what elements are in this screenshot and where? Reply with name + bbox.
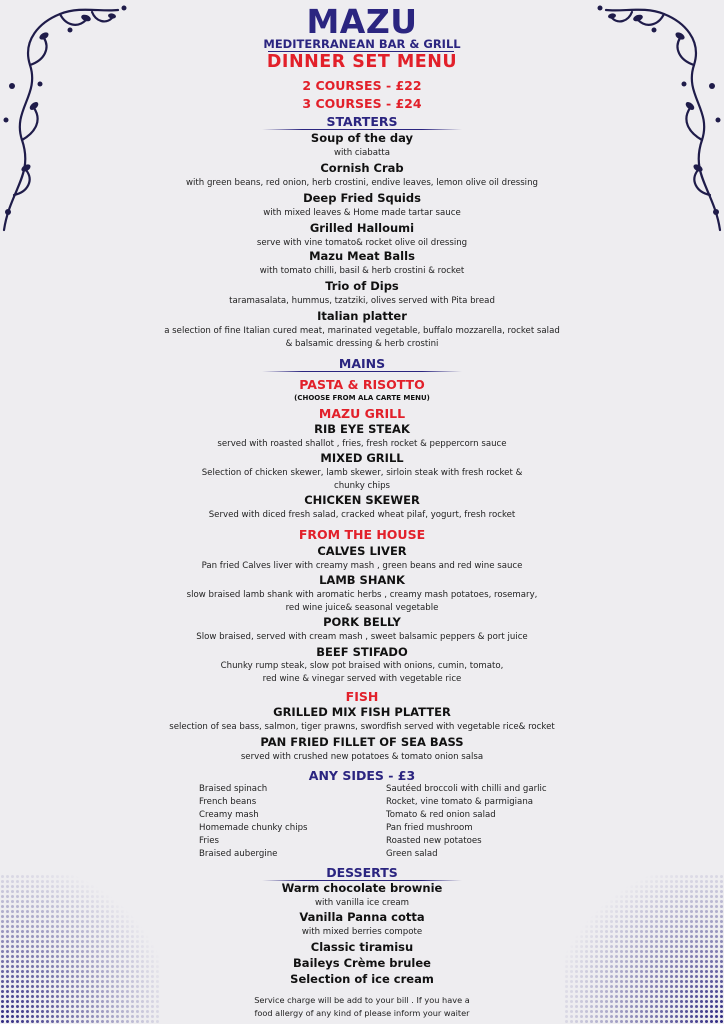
starter-desc: with ciabatta <box>333 148 391 158</box>
starter-name: Trio of Dips <box>325 279 399 293</box>
main-desc: slow braised lamb shank with aromatic herbs , creamy mash potatoes, rosemary, <box>186 590 538 600</box>
main-name: CHICKEN SKEWER <box>304 493 420 507</box>
main-desc: red wine juice& seasonal vegetable <box>285 603 439 613</box>
dessert-name: Baileys Crème brulee <box>293 956 431 970</box>
dessert-name: Classic tiramisu <box>310 940 414 954</box>
main-desc: Selection of chicken skewer, lamb skewer, sirloin steak with fresh rocket & <box>201 468 523 478</box>
section-heading-starters: STARTERS <box>326 114 398 129</box>
starter-name: Italian platter <box>317 309 407 323</box>
main-name: LAMB SHANK <box>319 573 405 587</box>
section-heading-sides: ANY SIDES - £3 <box>308 768 416 783</box>
side-item: Fries <box>199 836 220 846</box>
dessert-name: Warm chocolate brownie <box>281 881 443 895</box>
main-name: CALVES LIVER <box>317 544 407 558</box>
main-desc: Served with diced fresh salad, cracked wheat pilaf, yogurt, fresh rocket <box>208 510 516 520</box>
footer-note: food allergy of any kind of please inform your waiter <box>254 1008 470 1018</box>
side-item: Green salad <box>386 849 438 859</box>
subheading-fish: FISH <box>345 689 379 704</box>
main-desc: red wine & vinegar served with vegetable rice <box>262 674 462 684</box>
starter-desc: & balsamic dressing & herb crostini <box>285 339 439 349</box>
starter-name: Grilled Halloumi <box>309 221 415 235</box>
price-two-courses: 2 COURSES - £22 <box>302 78 422 93</box>
starter-desc: serve with vine tomato& rocket olive oil dressing <box>256 238 468 248</box>
starter-desc: with green beans, red onion, herb crostini, endive leaves, lemon olive oil dressing <box>186 178 538 188</box>
starter-desc: with mixed leaves & Home made tartar sauce <box>263 208 461 218</box>
side-item: Rocket, vine tomato & parmigiana <box>386 797 534 807</box>
section-divider <box>262 129 462 130</box>
starter-name: Deep Fried Squids <box>303 191 421 205</box>
side-item: French beans <box>199 797 257 807</box>
subheading-mazu-grill: MAZU GRILL <box>318 406 406 421</box>
side-item: Pan fried mushroom <box>386 823 473 833</box>
dessert-name: Selection of ice cream <box>290 972 434 986</box>
main-desc: selection of sea bass, salmon, tiger prawns, swordfish served with vegetable rice& rocket <box>169 722 555 732</box>
dessert-name: Vanilla Panna cotta <box>299 910 425 924</box>
subheading-pasta-risotto: PASTA & RISOTTO <box>299 377 425 392</box>
main-desc: served with roasted shallot , fries, fresh rocket & peppercorn sauce <box>217 439 507 449</box>
side-item: Roasted new potatoes <box>386 836 482 846</box>
section-heading-mains: MAINS <box>338 356 386 371</box>
main-name: GRILLED MIX FISH PLATTER <box>273 705 451 719</box>
side-item: Homemade chunky chips <box>199 823 308 833</box>
footer-note: Service charge will be add to your bill . If you have a <box>254 995 470 1005</box>
main-name: PAN FRIED FILLET OF SEA BASS <box>260 735 464 749</box>
main-desc: Slow braised, served with cream mash , sweet balsamic peppers & port juice <box>196 632 528 642</box>
main-name: BEEF STIFADO <box>316 645 408 659</box>
side-item: Creamy mash <box>199 810 259 820</box>
section-heading-desserts: DESSERTS <box>326 865 398 880</box>
side-item: Tomato & red onion salad <box>386 810 496 820</box>
main-desc: Chunky rump steak, slow pot braised with onions, cumin, tomato, <box>220 661 504 671</box>
main-desc: served with crushed new potatoes & tomato onion salsa <box>240 752 484 762</box>
main-desc: Pan fried Calves liver with creamy mash , green beans and red wine sauce <box>201 561 523 571</box>
main-desc: chunky chips <box>333 481 391 491</box>
price-three-courses: 3 COURSES - £24 <box>302 96 422 111</box>
restaurant-logo: MAZU <box>306 2 418 41</box>
dessert-desc: with vanilla ice cream <box>314 898 410 908</box>
starter-desc: with tomato chilli, basil & herb crostini & rocket <box>259 266 465 276</box>
main-name: RIB EYE STEAK <box>314 422 410 436</box>
starter-desc: taramasalata, hummus, tzatziki, olives served with Pita bread <box>229 296 495 306</box>
dessert-desc: with mixed berries compote <box>301 927 423 937</box>
restaurant-tagline: MEDITERRANEAN BAR & GRILL <box>263 37 461 51</box>
starter-name: Cornish Crab <box>320 161 404 175</box>
side-item: Braised spinach <box>199 784 268 794</box>
main-name: MIXED GRILL <box>320 451 404 465</box>
section-divider <box>262 371 462 372</box>
menu-title: DINNER SET MENU <box>266 52 458 72</box>
side-item: Sautéed broccoli with chilli and garlic <box>386 784 547 794</box>
starter-name: Mazu Meat Balls <box>309 249 415 263</box>
subheading-from-the-house: FROM THE HOUSE <box>298 527 426 542</box>
side-item: Braised aubergine <box>199 849 278 859</box>
pasta-note: (CHOOSE FROM ALA CARTE MENU) <box>294 394 430 402</box>
main-name: PORK BELLY <box>323 615 401 629</box>
starter-desc: a selection of fine Italian cured meat, marinated vegetable, buffalo mozzarella, rocket salad <box>164 326 560 336</box>
starter-name: Soup of the day <box>310 131 414 145</box>
